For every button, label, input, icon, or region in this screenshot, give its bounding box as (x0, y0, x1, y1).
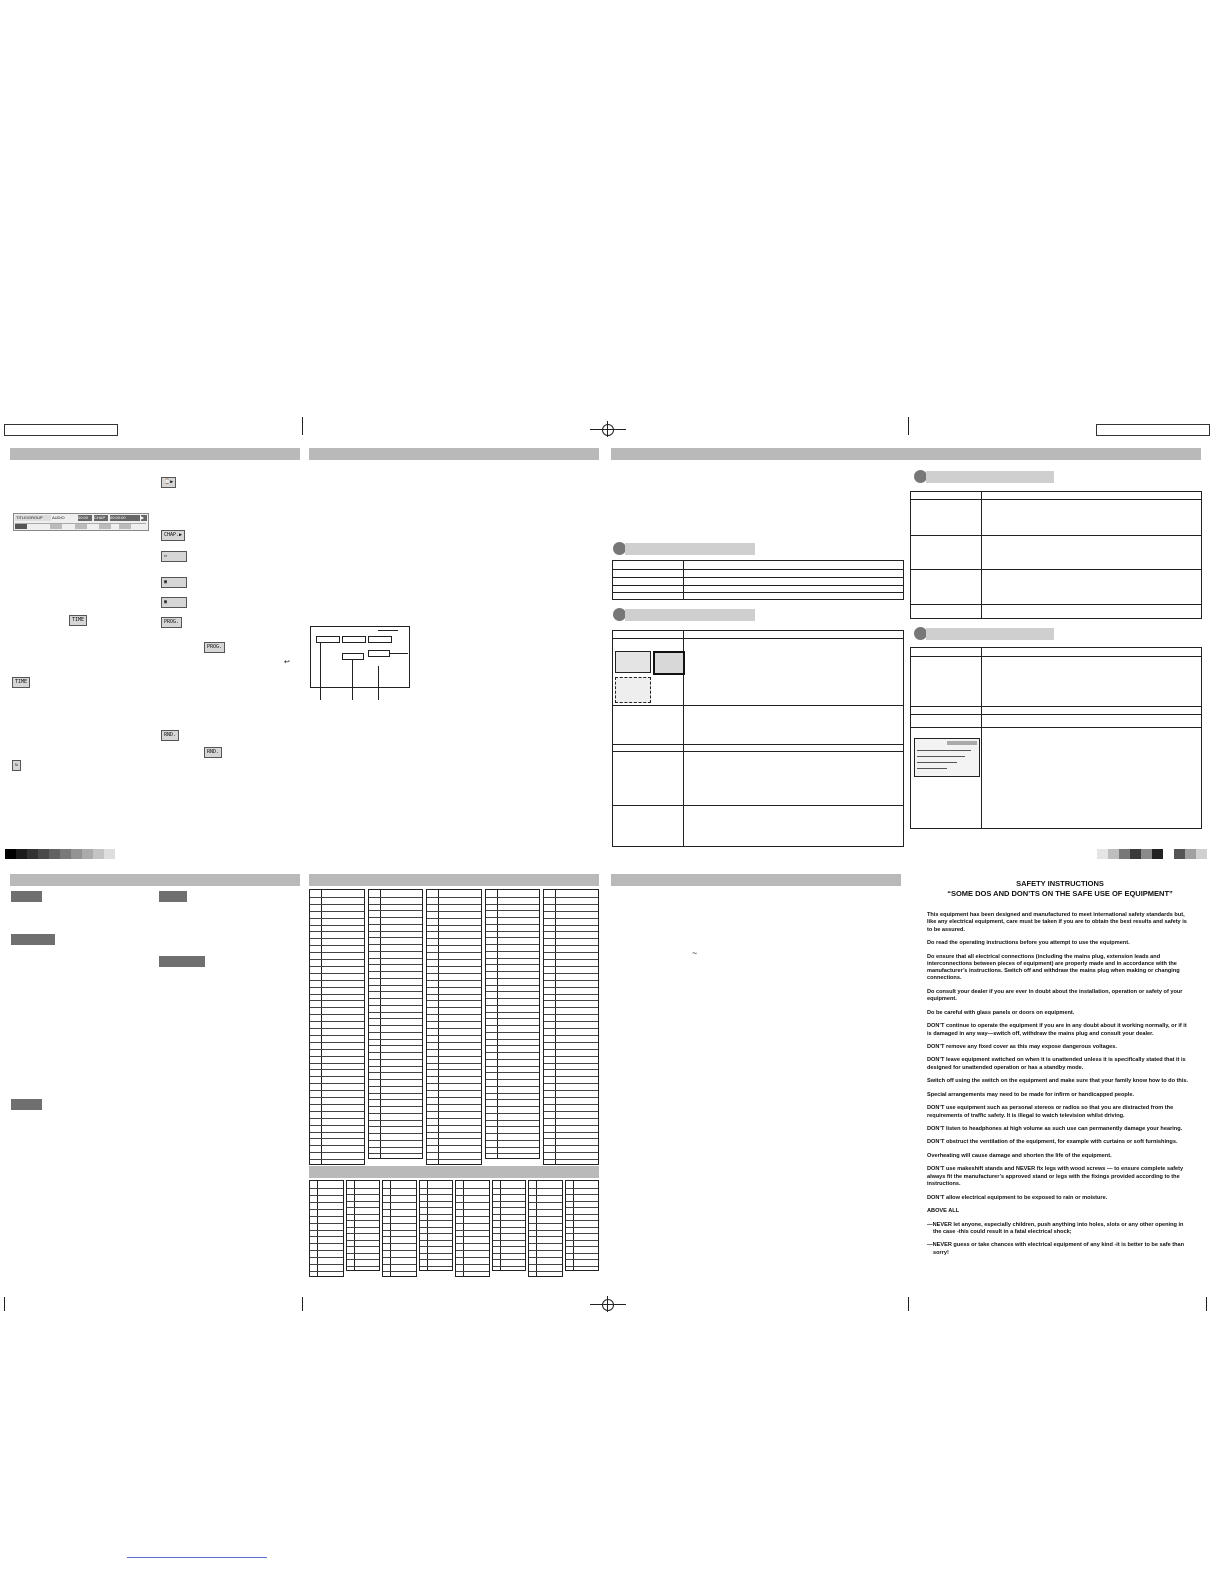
timer-search-icon: ⌚▶ (161, 477, 176, 488)
page-header-bar (10, 874, 300, 886)
code-table-column (309, 889, 365, 1165)
footer-rule (127, 1557, 267, 1558)
code-table-column (492, 1180, 527, 1271)
safety-paragraph: DON’T use equipment such as personal stereos or radios so that you are distracted from the requirements of traffic safety. It is illegal to watch television whilst driving. (927, 1105, 1174, 1119)
repeat-icon: ↻ (12, 760, 21, 771)
audio-icon: ▣ (161, 577, 187, 588)
safety-paragraph: DON’T listen to headphones at high volume as such use can permanently damage your hearing. (927, 1126, 1183, 1132)
screen-image (615, 677, 651, 703)
table (910, 491, 1202, 619)
safety-paragraph: DON’T obstruct the ventilation of the equipment, for example with curtains or soft furnishings. (927, 1139, 1178, 1146)
label-bar (11, 934, 55, 945)
osd-icon-row (15, 523, 146, 529)
language-code-table (309, 889, 599, 1165)
label-bar (159, 891, 187, 902)
time-button-label: TIME (12, 677, 30, 688)
safety-paragraph: This equipment has been designed and manufactured to meet international safety standards but, like any electrical equipment, care must be taken if you are to obtain the best results and safety is to be assured. (927, 912, 1187, 933)
page-header-bar (309, 448, 599, 460)
safety-paragraph: Switch off using the switch on the equipment and make sure that your family know how to do this. (927, 1078, 1189, 1085)
table (910, 647, 1202, 829)
crop-mark (1206, 1297, 1207, 1311)
cursor-icon: ↩ (284, 659, 290, 666)
menu-screen-image (914, 738, 980, 777)
safety-paragraph: Special arrangements may need to be made for infirm or handicapped people. (927, 1091, 1135, 1098)
crop-mark (908, 417, 909, 435)
angle-icon: ▣ (161, 597, 187, 608)
time-button-label: TIME (69, 615, 87, 626)
random-button-label: RND. (161, 730, 179, 741)
program-button-label: PROG. (161, 617, 182, 628)
safety-paragraph: Do read the operating instructions before you attempt to use the equipment. (927, 940, 1130, 947)
safety-subtitle: “SOME DOS AND DON’TS ON THE SAFE USE OF EQUIPMENT” (947, 889, 1173, 898)
page-header-bar (10, 448, 300, 460)
registration-mark-bottom (590, 1296, 626, 1312)
crop-mark (302, 417, 303, 435)
safety-bullet: —NEVER guess or take chances with electrical equipment of any kind -it is better to be safe than sorry! (927, 1242, 1185, 1256)
section-header (926, 471, 1054, 483)
safety-paragraph: DON’T continue to operate the equipment if you are in any doubt about it working normally, or if it is damaged in any way—switch off, withdraw the mains plug and consult your dealer. (927, 1023, 1187, 1037)
code-table-column (565, 1180, 600, 1271)
table (612, 630, 904, 847)
color-bar-right (1096, 424, 1210, 436)
screen-image (615, 651, 651, 673)
safety-paragraph: Do be careful with glass panels or doors on equipment. (927, 1009, 1075, 1016)
safety-paragraph: DON’T use makeshift stands and NEVER fix legs with wood screws — to ensure complete safety always fit the manufacturer’s approved stand or legs with the fixings provided according to the instructions. (927, 1166, 1184, 1188)
tilde-mark: ~ (692, 948, 698, 958)
safety-body (927, 912, 1189, 1263)
page-header-bar (309, 874, 599, 886)
safety-paragraph: Do consult your dealer if you are ever in doubt about the installation, operation or safety of your equipment. (927, 988, 1183, 1003)
display-diagram (310, 626, 410, 702)
safety-bullet: —NEVER let anyone, especially children, push anything into holes, slots or any other opening in the case -this could result in a fatal electrical shock; (927, 1221, 1184, 1235)
chapter-search-button-label: CHAP.▶ (161, 530, 185, 541)
random-button-label: RND. (204, 747, 222, 758)
code-table-column (419, 1180, 454, 1271)
section-header (926, 628, 1054, 640)
osd-chip: CHAP (94, 515, 108, 521)
color-bar-left (4, 424, 118, 436)
page-header-bar (611, 448, 1201, 460)
page-header-bar (611, 874, 901, 886)
safety-paragraph: DON’T leave equipment switched on when it is unattended unless it is specifically stated that it is designed for unattended operation or has a standby mode. (927, 1057, 1186, 1071)
label-bar (159, 956, 205, 967)
osd-tab-title: TITLE/GROUP (15, 515, 51, 521)
safety-paragraph: Overheating will cause damage and shorten the life of the equipment. (927, 1152, 1112, 1159)
safety-paragraph: DON’T allow electrical equipment to be exposed to rain or moisture. (927, 1194, 1108, 1201)
page-header-bar (309, 1166, 599, 1178)
osd-play-icon: ▶ (141, 515, 147, 521)
label-bar (11, 1099, 42, 1110)
country-code-table (309, 1180, 599, 1277)
osd-chip: 00:00:00 (110, 515, 140, 521)
code-table-column (382, 1180, 417, 1277)
label-bar (11, 891, 42, 902)
safety-paragraph: Do ensure that all electrical connections (including the mains plug, extension leads and interconnections between pieces of equipment) are properly made and in accordance with the manufacturer’s instructions. Switch off and withdraw the mains plug when making or changing connections. (927, 953, 1180, 982)
code-table-column (455, 1180, 490, 1277)
crop-mark (908, 1297, 909, 1311)
osd-chip: 00:00 (78, 515, 92, 521)
code-table-column (309, 1180, 344, 1277)
code-table-column (346, 1180, 381, 1271)
subtitle-icon: ▭ (161, 551, 187, 562)
registration-mark-top (590, 421, 626, 437)
table (612, 560, 904, 600)
code-table-column (485, 889, 541, 1159)
safety-paragraph: DON’T remove any fixed cover as this may expose dangerous voltages. (927, 1043, 1117, 1050)
osd-panel (13, 513, 149, 531)
code-table-column (426, 889, 482, 1165)
section-header (625, 609, 755, 621)
screen-image (653, 651, 685, 675)
safety-title: SAFETY INSTRUCTIONS (1016, 879, 1104, 888)
section-header (625, 543, 755, 555)
crop-mark (4, 1297, 5, 1311)
code-table-column (528, 1180, 563, 1277)
code-table-column (368, 889, 424, 1159)
code-table-column (543, 889, 599, 1165)
safety-paragraph: ABOVE ALL (927, 1208, 960, 1215)
crop-mark (302, 1297, 303, 1311)
osd-tab-audio: AUDIO (52, 515, 65, 520)
program-button-label: PROG. (204, 642, 225, 653)
